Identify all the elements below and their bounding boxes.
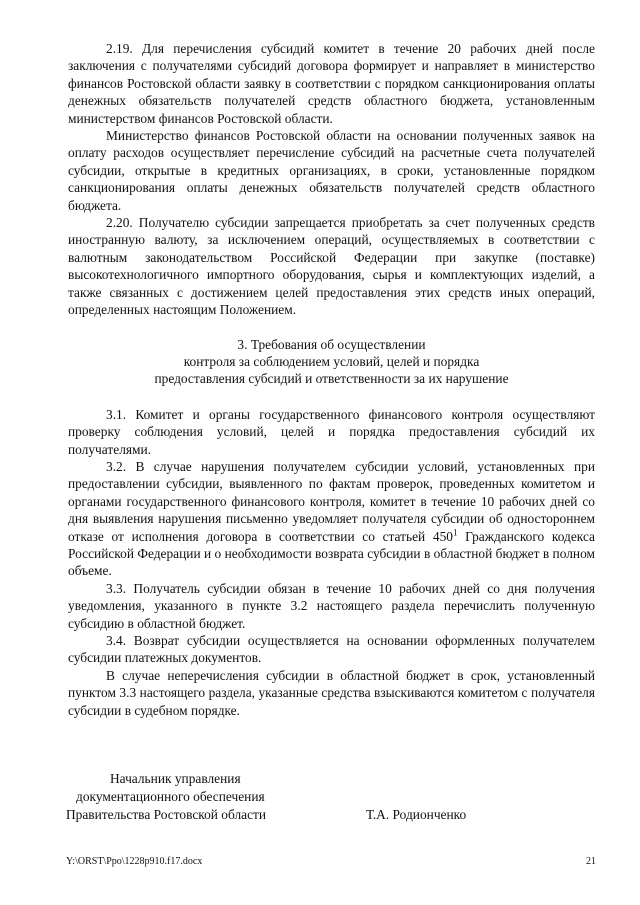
signer-name: Т.А. Родионченко <box>366 807 467 822</box>
signature-title-line3: Правительства Ростовской области <box>66 807 267 822</box>
section-3-heading <box>68 336 595 388</box>
paragraph-3-2-text-b: Гражданского кодекса Российской Федерации и о необходимости возврата субсидии в областной бюджет в полном объеме. <box>68 528 595 579</box>
signature-block <box>66 770 536 824</box>
paragraph-2-20: 2.20. Получателю субсидии запрещается приобретать за счет полученных средств иностранную валюту, за исключением операций, осуществляемых в соответствии с валютным законодательством Российской Федерации при закупке (поставке) высокотехнологичного импортного оборудования, сырья и комплектующих изделий, а также связанных с достижением целей предоставления этих средств иных операций, определенных настоящим Положением. <box>68 215 595 318</box>
paragraph-2-19: 2.19. Для перечисления субсидий комитет в течение 20 рабочих дней после заключения с получателями субсидий договора формирует и направляет в министерство финансов Ростовской области заявку в соответствии с порядком санкционирования оплаты денежных обязательств получателей средств областного бюджета, установленным министерством финансов Ростовской области. <box>68 41 595 126</box>
paragraph-3-2-text-a: 3.2. В случае нарушения получателем субсидии условий, установленных при предоставлении субсидии, выявленного по фактам проверок, проведенных комитетом и органами государственного финансового контроля, комитет в течение 10 рабочих дней со дня выявления нарушения письменно уведомляет получателя субсидии об одностороннем отказе от исполнения договора в соответствии со статьей 450 <box>68 458 595 544</box>
document-body <box>68 40 595 719</box>
paragraph-3-4: 3.4. Возврат субсидии осуществляется на основании оформленных получателем субсидии платежных документов. <box>68 633 595 666</box>
file-path: Y:\ORST\Ppo\1228p910.f17.docx <box>66 856 203 867</box>
section-heading-line2: контроля за соблюдением условий, целей и порядка <box>183 353 480 369</box>
section-heading-line3: предоставления субсидий и ответственности за их нарушение <box>154 371 509 387</box>
signature-title-line2: документационного обеспечения <box>76 789 265 804</box>
paragraph-3-2 <box>68 458 595 580</box>
paragraph-minfin: Министерство финансов Ростовской области на основании полученных заявок на оплату расходов осуществляет перечисление субсидий на расчетные счета получателей субсидии, открытые в кредитных организациях, в сроки, установленные порядком санкционирования оплаты денежных обязательств получателей средств областного бюджета. <box>68 128 595 213</box>
section-heading-line1: 3. Требования об осуществлении <box>237 336 426 352</box>
signature-title-line1: Начальник управления <box>110 771 241 786</box>
article-superscript: 1 <box>453 527 458 538</box>
paragraph-3-3: 3.3. Получатель субсидии обязан в течение 10 рабочих дней со дня получения уведомления, указанного в пункте 3.2 настоящего раздела перечислить полученную субсидию в областной бюджет. <box>68 580 595 631</box>
paragraph-3-1: 3.1. Комитет и органы государственного финансового контроля осуществляют проверку соблюдения условий, целей и порядка предоставления субсидий их получателями. <box>68 406 595 457</box>
paragraph-3-5: В случае неперечисления субсидии в областной бюджет в срок, установленный пунктом 3.3 настоящего раздела, указанные средства взыскиваются комитетом с получателя субсидии в судебном порядке. <box>68 667 595 718</box>
page-number: 21 <box>586 856 596 867</box>
